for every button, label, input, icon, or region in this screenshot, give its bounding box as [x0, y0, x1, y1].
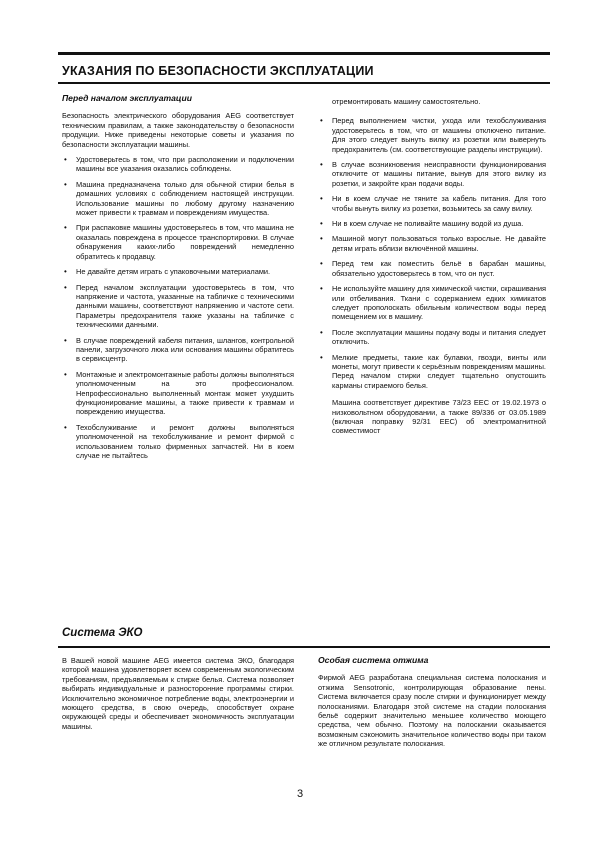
safety-right-column [318, 97, 546, 442]
list-item: • Ни в коем случае не поливайте машину водой из душа. [318, 219, 546, 228]
eco-section-title: Система ЭКО [62, 627, 143, 639]
eco-subtitle: Особая система отжима [318, 655, 429, 665]
list-item: • Не давайте детям играть с упаковочными материалами. [62, 267, 294, 276]
list-item: • При распаковке машины удостоверьтесь в том, что машина не оказалась повреждена в процессе транспортировки. В случае обнаружения каких-либо повреждений немедленно обратитесь к продавцу. [62, 223, 294, 261]
list-item: • Техобслуживание и ремонт должны выполняться уполномоченной на техобслуживание и ремонт фирмой с использованием только фирменных запчастей. Ни в коем случае не пытайтесь [62, 423, 294, 461]
safety-left-list [62, 155, 294, 460]
safety-subtitle: Перед началом эксплуатации [62, 93, 192, 103]
spin-text: Фирмой AEG разработана специальная система полоскания и отжима Sensotronic, контролирующая образование пены. Система включается сразу после стирки и функционирует между полосканиями. Благодаря этой системе на стадии полоскания бельё содержит значительно меньшее количество моющего средства, чем обычно. Поэтому на полоскании оказывается возможным сэкономить значительное количество воды при таком же отличном результате полоскания. [318, 673, 546, 749]
safety-left-column [62, 94, 294, 466]
directive-text: Машина соответствует директиве 73/23 EEC от 19.02.1973 о низковольтном оборудовании, а также 89/336 от 03.05.1989 (включая поправку 92/31 EEC) об электромагнитной совместимост [332, 398, 546, 436]
eco-text: В Вашей новой машине AEG имеется система ЭКО, благодаря которой машина удовлетворяет всем современным экологическим требованиям, предъявляемым к стирке белья. Система позволяет выбирать индивидуальные и разносторонние программы стирки. Исключительно экономичное потребление воды, электроэнергии и моющего средства, в свою очередь, способствует охране окружающей среды и обеспечивает экономичность эксплуатации машины. [62, 656, 294, 731]
list-item: • В случае повреждений кабеля питания, шлангов, контрольной панели, загрузочного люка или основания машины обратитесь в сервисцентр. [62, 336, 294, 364]
list-item: • В случае возникновения неисправности функционирования отключите от машины питание, вынув для этого вилку из розетки, и закройте кран подачи воды. [318, 160, 546, 188]
top-rule [58, 52, 550, 55]
page-title: УКАЗАНИЯ ПО БЕЗОПАСНОСТИ ЭКСПЛУАТАЦИИ [62, 64, 374, 78]
list-item: • Монтажные и электромонтажные работы должны выполняться уполномоченным на это профессионалом. Непрофессионально выполненный монтаж может ухудшить функционирование машины, а также привести к травмам и повреждению имущества. [62, 370, 294, 417]
list-item: • Удостоверьтесь в том, что при расположении и подключении машины все указания оказались соблюдены. [62, 155, 294, 174]
list-item: • Машиной могут пользоваться только взрослые. Не давайте детям играть вблизи включённой машины. [318, 234, 546, 253]
list-item: • Перед началом эксплуатации удостоверьтесь в том, что напряжение и частота, указанные на табличке с техническими данными машины, соответствуют напряжению и частоте сети. Параметры предохранителя также указаны на табличке с техническими данными. [62, 283, 294, 330]
list-item: • Перед тем как поместить бельё в барабан машины, обязательно удостоверьтесь в том, что он пуст. [318, 259, 546, 278]
title-rule [58, 82, 550, 84]
list-item: • Машина предназначена только для обычной стирки белья в домашних условиях с соблюдением настоящей инструкции. Использование машины по любому другому назначению может привести к травмам и повреждениям имущества. [62, 180, 294, 218]
safety-continuation: отремонтировать машину самостоятельно. [332, 97, 481, 106]
list-item: • Перед выполнением чистки, ухода или техобслуживания удостоверьтесь в том, что от машины отключено питание. Для этого следует вынуть вилку из розетки или вывернуть предохранитель (см. соответствующие разделы инструкции). [318, 116, 546, 154]
page-number: 3 [296, 788, 304, 800]
list-item: • Не используйте машину для химической чистки, скрашивания или отбеливания. Ткани с содержанием едких химикатов следует прополоскать обильным количеством воды перед помещением их в машину. [318, 284, 546, 322]
safety-right-list [318, 116, 546, 390]
list-item: • Ни в коем случае не тяните за кабель питания. Для того чтобы вынуть вилку из розетки, возьмитесь за саму вилку. [318, 194, 546, 213]
safety-intro: Безопасность электрического оборудования AEG соответствует техническим правилам, а также законодательству о безопасности продукции. Ниже приведены некоторые советы и указания по безопасности эксплуатации машины. [62, 111, 294, 149]
list-item: • Мелкие предметы, такие как булавки, гвозди, винты или монеты, могут привести к серьёзным повреждениям машины. Перед началом стирки следует тщательно опустошить карманы стираемого белья. [318, 353, 546, 391]
eco-left-column [62, 656, 294, 737]
list-item: • После эксплуатации машины подачу воды и питания следует отключить. [318, 328, 546, 347]
eco-rule [58, 646, 550, 648]
eco-right-column [318, 656, 546, 755]
